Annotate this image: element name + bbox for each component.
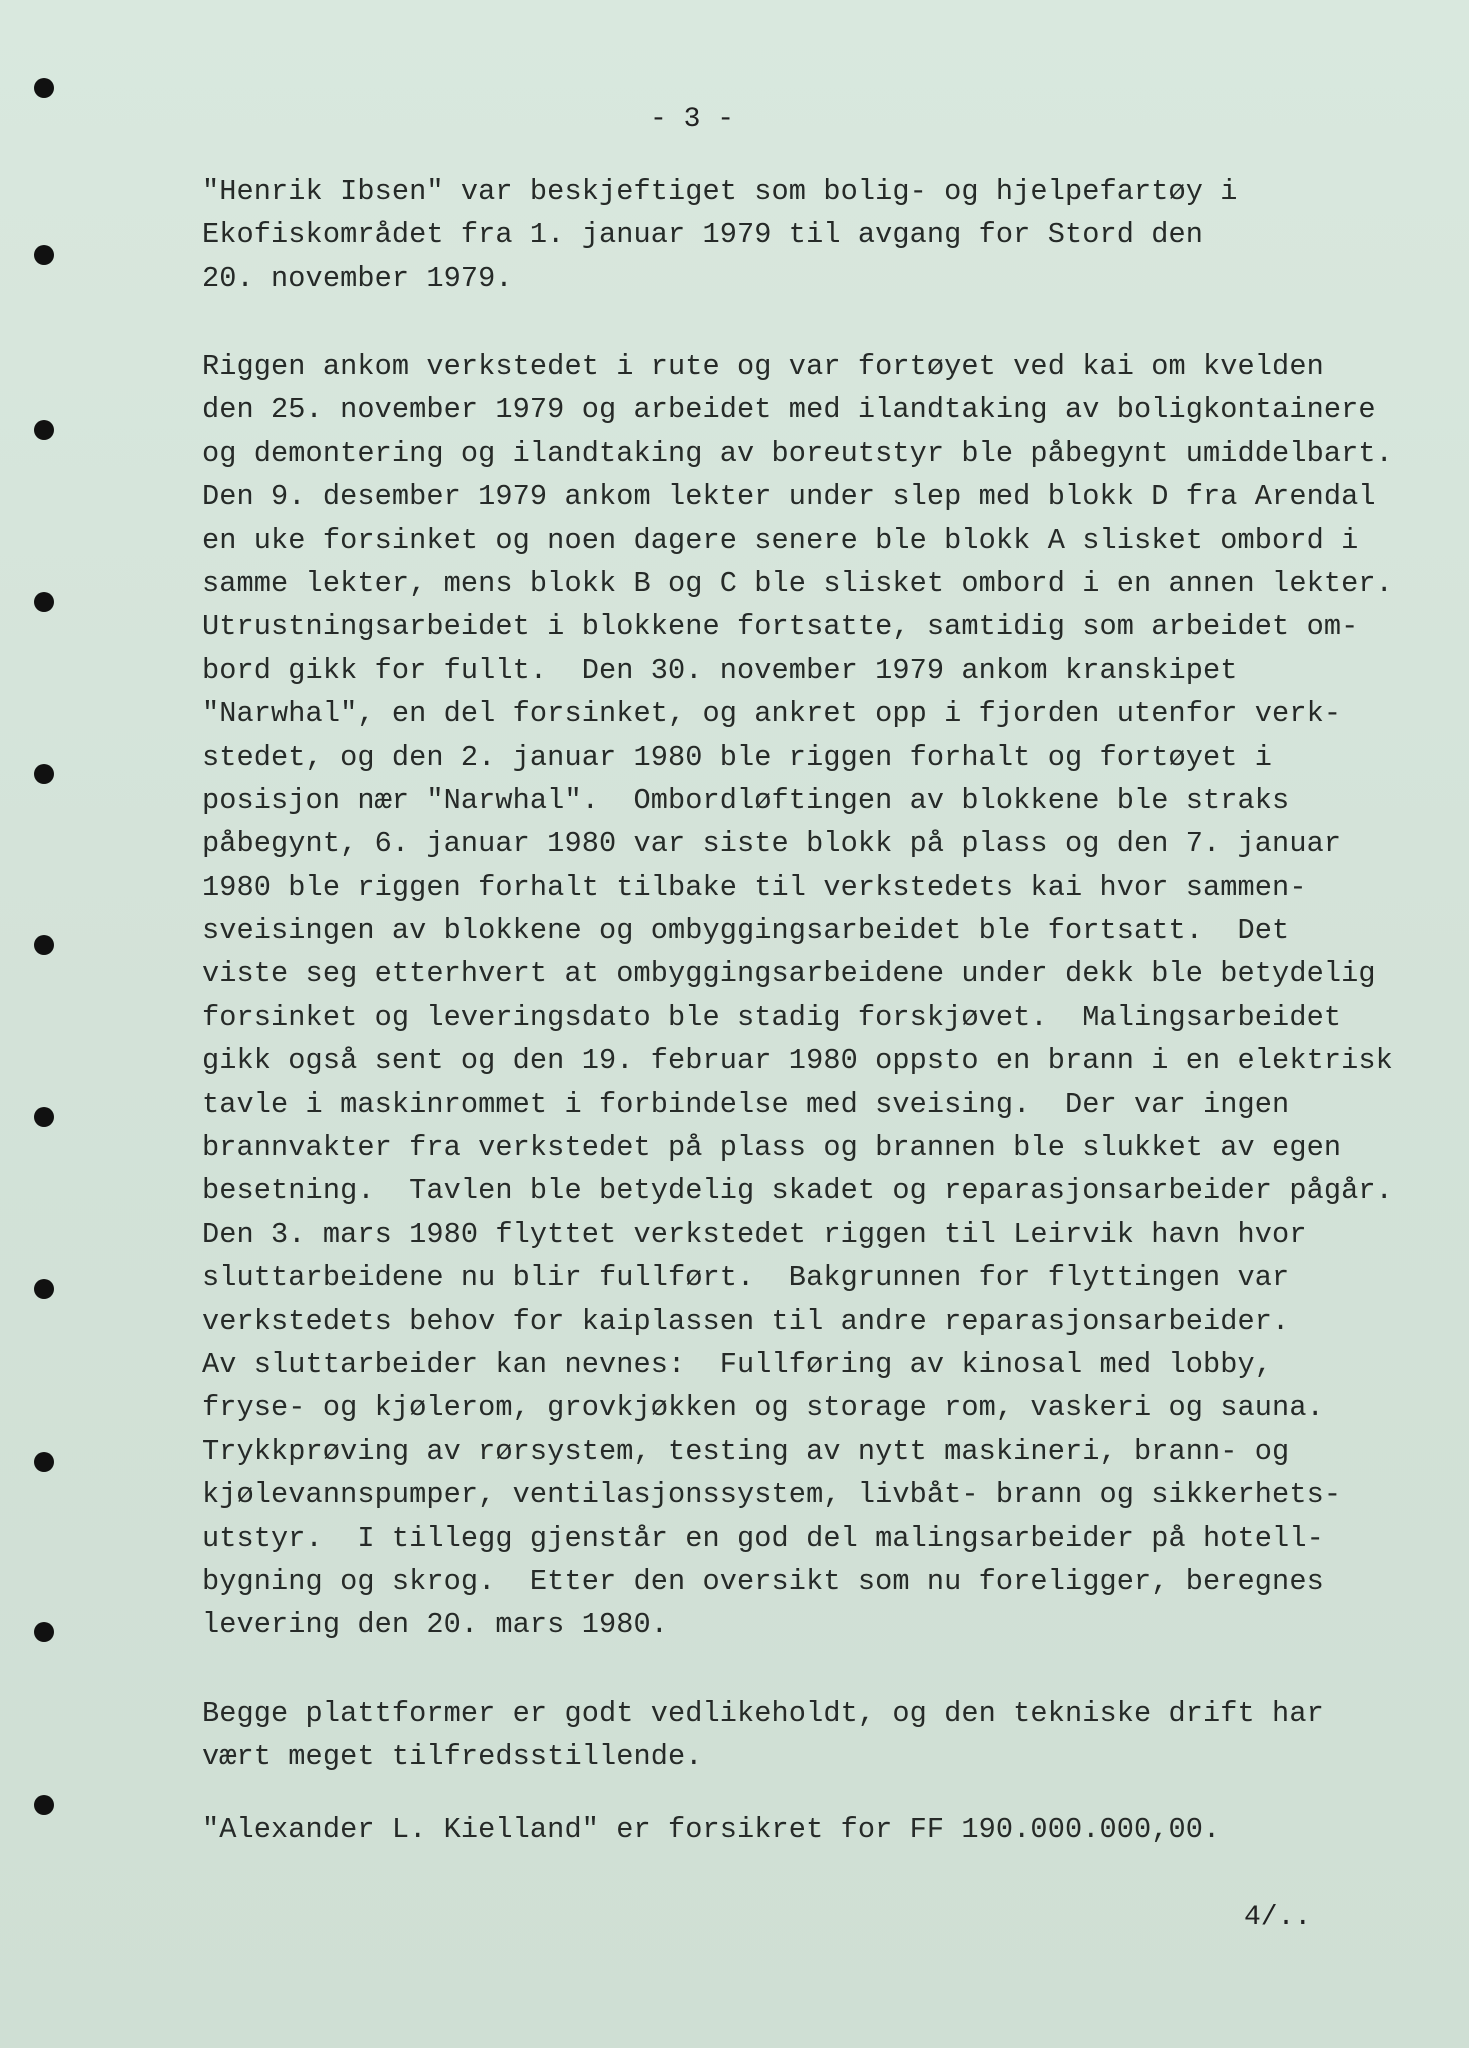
text-line: vært meget tilfredsstillende. bbox=[202, 1740, 703, 1774]
text-line: 20. november 1979. bbox=[202, 261, 513, 295]
punch-hole bbox=[34, 1452, 54, 1472]
text-line: påbegynt, 6. januar 1980 var siste blokk på plass og den 7. januar bbox=[202, 827, 1342, 861]
text-line: Trykkprøving av rørsystem, testing av nytt maskineri, brann- og bbox=[202, 1434, 1290, 1468]
text-line: Den 9. desember 1979 ankom lekter under slep med blokk D fra Arendal bbox=[202, 480, 1376, 514]
text-line: 1980 ble riggen forhalt tilbake til verkstedets kai hvor sammen- bbox=[202, 870, 1307, 904]
text-line: en uke forsinket og noen dagere senere ble blokk A slisket ombord i bbox=[202, 523, 1359, 557]
text-line: fryse- og kjølerom, grovkjøkken og storage rom, vaskeri og sauna. bbox=[202, 1391, 1324, 1425]
punch-hole bbox=[34, 592, 54, 612]
punch-hole bbox=[34, 935, 54, 955]
text-line: den 25. november 1979 og arbeidet med ilandtaking av boligkontainere bbox=[202, 393, 1376, 427]
text-line: "Alexander L. Kielland" er forsikret for FF 190.000.000,00. bbox=[202, 1813, 1221, 1846]
text-line: stedet, og den 2. januar 1980 ble riggen forhalt og fortøyet i bbox=[202, 740, 1273, 774]
text-line: posisjon nær "Narwhal". Ombordløftingen av blokkene ble straks bbox=[202, 783, 1290, 817]
page-number: - 3 - bbox=[650, 104, 735, 135]
text-line: og demontering og ilandtaking av boreutstyr ble påbegynt umiddelbart. bbox=[202, 436, 1393, 470]
text-line: verkstedets behov for kaiplassen til andre reparasjonsarbeider. bbox=[202, 1304, 1290, 1338]
text-line: gikk også sent og den 19. februar 1980 oppsto en brann i en elektrisk bbox=[202, 1044, 1393, 1078]
punch-hole bbox=[34, 78, 54, 98]
text-line: Utrustningsarbeidet i blokkene fortsatte, samtidig som arbeidet om- bbox=[202, 610, 1359, 644]
text-line: bord gikk for fullt. Den 30. november 1979 ankom kranskipet bbox=[202, 653, 1238, 687]
text-line: "Henrik Ibsen" var beskjeftiget som bolig- og hjelpefartøy i bbox=[202, 175, 1238, 208]
text-line: sveisingen av blokkene og ombyggingsarbeidet ble fortsatt. Det bbox=[202, 914, 1290, 948]
punch-hole bbox=[34, 1107, 54, 1127]
paragraph-1 bbox=[202, 170, 1442, 300]
punch-hole bbox=[34, 420, 54, 440]
text-line: brannvakter fra verkstedet på plass og brannen ble slukket av egen bbox=[202, 1131, 1342, 1165]
punch-hole bbox=[34, 764, 54, 784]
continuation-reference: 4/.. bbox=[1244, 1902, 1312, 1933]
text-line: besetning. Tavlen ble betydelig skadet og reparasjonsarbeider pågår. bbox=[202, 1174, 1393, 1208]
text-line: Begge plattformer er godt vedlikeholdt, og den tekniske drift har bbox=[202, 1697, 1324, 1730]
text-line: forsinket og leveringsdato ble stadig forskjøvet. Malingsarbeidet bbox=[202, 1000, 1342, 1034]
text-line: samme lekter, mens blokk B og C ble slisket ombord i en annen lekter. bbox=[202, 566, 1393, 600]
punch-hole bbox=[34, 1795, 54, 1815]
text-line: utstyr. I tillegg gjenstår en god del malingsarbeider på hotell- bbox=[202, 1521, 1324, 1555]
text-line: Ekofiskområdet fra 1. januar 1979 til avgang for Stord den bbox=[202, 218, 1204, 252]
text-line: sluttarbeidene nu blir fullført. Bakgrunnen for flyttingen var bbox=[202, 1261, 1290, 1295]
text-line: Av sluttarbeider kan nevnes: Fullføring av kinosal med lobby, bbox=[202, 1347, 1273, 1381]
paragraph-3 bbox=[202, 1692, 1442, 1779]
text-line: levering den 20. mars 1980. bbox=[202, 1608, 668, 1642]
punch-hole bbox=[34, 1622, 54, 1642]
punch-hole bbox=[34, 1279, 54, 1299]
paragraph-4 bbox=[202, 1808, 1442, 1851]
text-line: tavle i maskinrommet i forbindelse med sveising. Der var ingen bbox=[202, 1087, 1290, 1121]
text-line: Den 3. mars 1980 flyttet verkstedet riggen til Leirvik havn hvor bbox=[202, 1217, 1307, 1251]
text-line: "Narwhal", en del forsinket, og ankret opp i fjorden utenfor verk- bbox=[202, 697, 1342, 731]
paragraph-2 bbox=[202, 345, 1442, 1647]
text-line: bygning og skrog. Etter den oversikt som nu foreligger, beregnes bbox=[202, 1564, 1324, 1598]
text-line: kjølevannspumper, ventilasjonssystem, livbåt- brann og sikkerhets- bbox=[202, 1478, 1342, 1512]
text-line: viste seg etterhvert at ombyggingsarbeidene under dekk ble betydelig bbox=[202, 957, 1376, 991]
punch-hole bbox=[34, 245, 54, 265]
text-line: Riggen ankom verkstedet i rute og var fortøyet ved kai om kvelden bbox=[202, 350, 1324, 383]
